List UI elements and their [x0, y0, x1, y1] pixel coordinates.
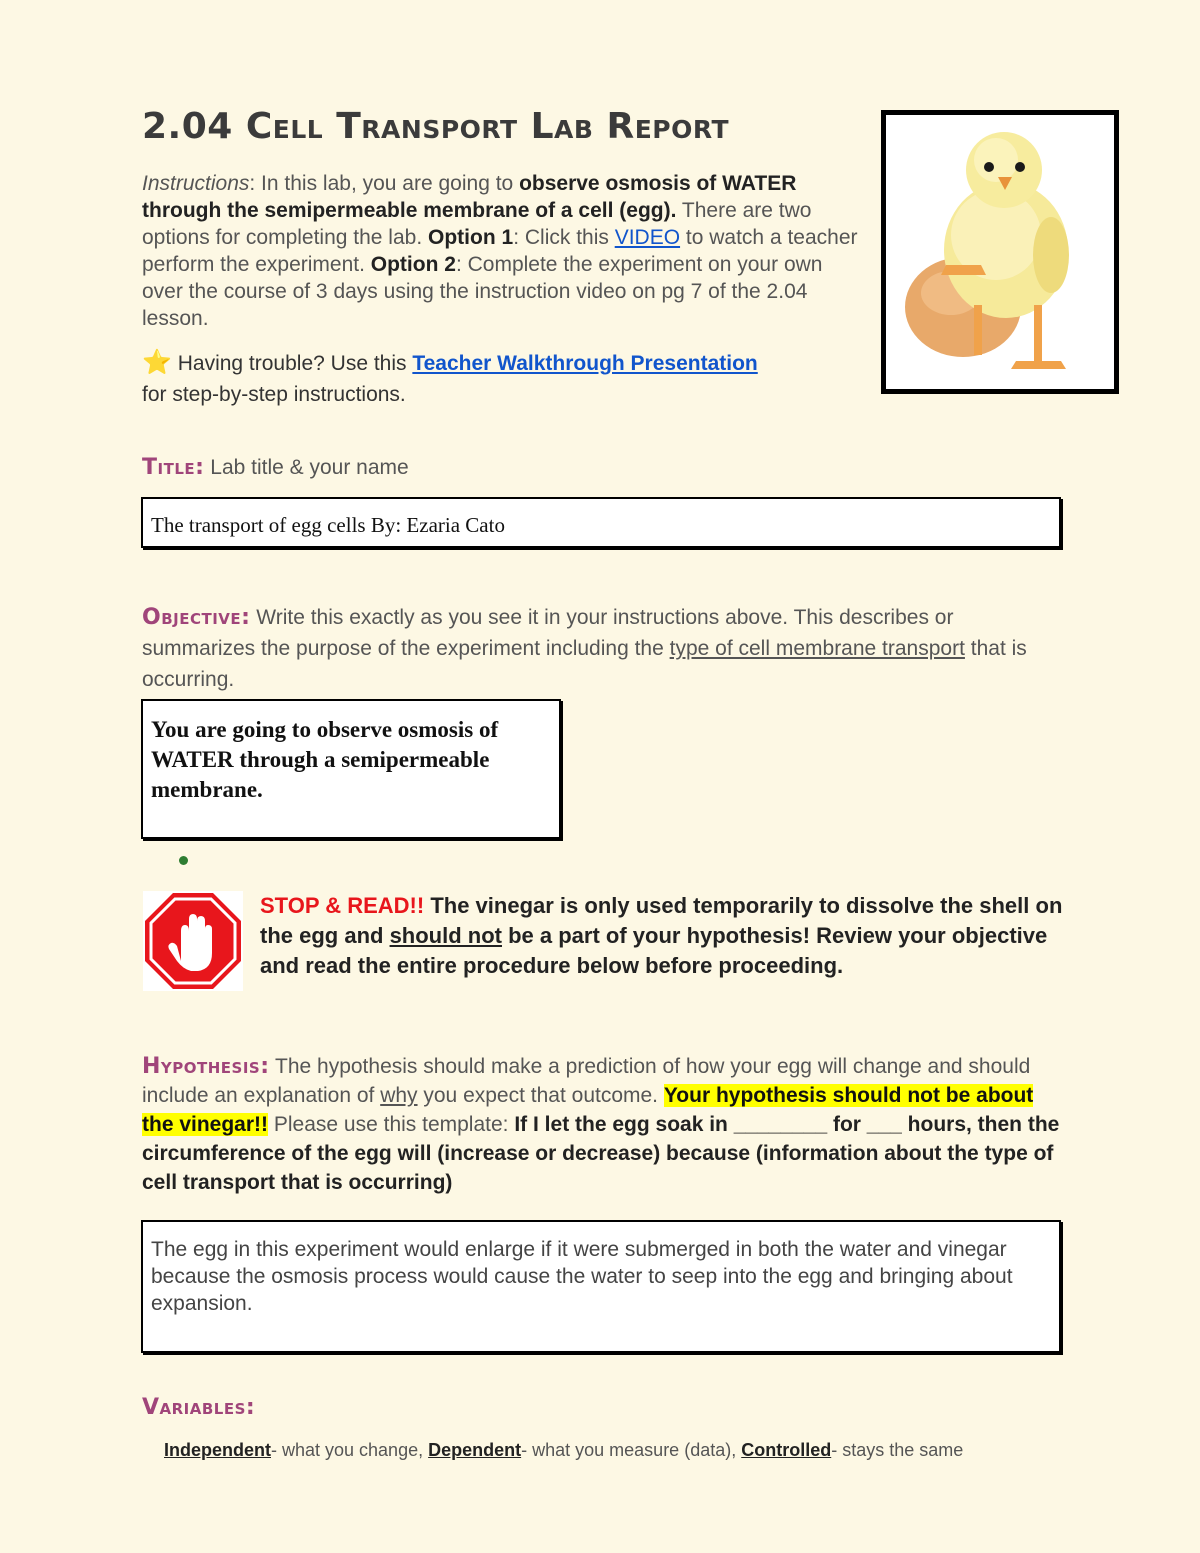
independent-label: Independent	[164, 1440, 271, 1460]
video-link[interactable]: VIDEO	[614, 226, 681, 249]
hypothesis-answer-box[interactable]	[141, 1220, 1061, 1353]
variables-heading	[142, 1395, 255, 1420]
help-text: Having trouble? Use this	[171, 352, 413, 375]
star-icon: ⭐	[142, 349, 172, 376]
option-2-label: Option 2	[370, 253, 456, 276]
objective-answer: You are going to observe osmosis of WATER through a semipermeable membrane.	[151, 717, 499, 802]
instructions-text-2: There are two options for completing the lab.	[142, 199, 812, 249]
stop-sign	[143, 891, 243, 991]
stop-hand-icon	[143, 891, 243, 991]
instructions-label: Instructions	[142, 172, 250, 195]
instructions-text-3: : Click this	[513, 226, 615, 249]
objective-text-2: that is occurring.	[142, 637, 1027, 691]
controlled-label: Controlled	[741, 1440, 832, 1460]
hypothesis-template: If I let the egg soak in ________ for ___ hours, then the circumference of the egg will (increase or decrease) because (information about the type of cell transport that is occurring)	[142, 1113, 1060, 1194]
stop-text-2: be a part of your hypothesis! Review your objective and read the entire procedure below before proceeding.	[260, 923, 1048, 978]
objective-answer-box[interactable]	[141, 699, 561, 839]
title-answer: The transport of egg cells By: Ezaria Cato	[151, 513, 505, 537]
hypothesis-text-3: Please use this template:	[268, 1113, 515, 1136]
hypothesis-heading	[142, 1052, 1062, 1197]
instructions-text-5: : Complete the experiment on your own over the course of 3 days using the instruction video on pg 7 of the 2.04 lesson.	[142, 253, 823, 330]
dependent-label: Dependent	[428, 1440, 522, 1460]
title-answer-box[interactable]	[141, 497, 1061, 548]
instructions-text-4: to watch a teacher perform the experiment.	[142, 226, 858, 276]
chick-illustration	[886, 115, 1114, 389]
bullet-dot	[179, 856, 188, 865]
objective-text: Write this exactly as you see it in your instructions above. This describes or summarizes the purpose of the experiment including the	[142, 606, 954, 660]
hypothesis-answer: The egg in this experiment would enlarge if it were submerged in both the water and vinegar because the osmosis process would cause the water to seep into the egg and bringing about expansion.	[151, 1238, 1013, 1315]
hypothesis-text-2: you expect that outcome.	[417, 1084, 664, 1107]
hypothesis-highlight: Your hypothesis should not be about the vinegar!!	[142, 1084, 1034, 1136]
stop-read-warning	[260, 891, 1080, 981]
dependent-desc: - what you measure (data),	[521, 1440, 742, 1460]
stop-read-label: STOP & READ!!	[260, 893, 425, 918]
why-underlined: why	[380, 1084, 418, 1107]
variables-label: Variables:	[142, 1395, 256, 1420]
instructions-bold: observe osmosis of WATER through the semipermeable membrane of a cell (egg).	[142, 172, 797, 222]
instructions-text: : In this lab, you are going to	[249, 172, 520, 195]
independent-desc: - what you change,	[271, 1440, 429, 1460]
variables-definitions	[164, 1440, 1164, 1461]
instructions-paragraph	[142, 170, 862, 332]
title-section-heading	[142, 455, 409, 480]
title-hint: Lab title & your name	[204, 456, 409, 479]
walkthrough-link[interactable]: Teacher Walkthrough Presentation	[412, 352, 758, 375]
page-title: 2.04 Cell Transport Lab Report	[142, 106, 730, 147]
stop-text: The vinegar is only used temporarily to dissolve the shell on the egg and	[260, 893, 1063, 948]
title-label: Title:	[142, 455, 205, 480]
hypothesis-label: Hypothesis:	[142, 1054, 270, 1079]
help-text-2: for step-by-step instructions.	[142, 383, 406, 406]
hypothesis-text: The hypothesis should make a prediction of how your egg will change and should include an explanation of	[142, 1055, 1031, 1107]
objective-label: Objective:	[142, 605, 251, 630]
objective-heading	[142, 603, 1062, 696]
help-note	[142, 347, 862, 410]
objective-underlined: type of cell membrane transport	[669, 637, 965, 660]
chick-egg-photo	[881, 110, 1119, 394]
option-1-label: Option 1	[428, 226, 514, 249]
controlled-desc: - stays the same	[831, 1440, 964, 1460]
should-not-underlined: should not	[389, 923, 502, 948]
